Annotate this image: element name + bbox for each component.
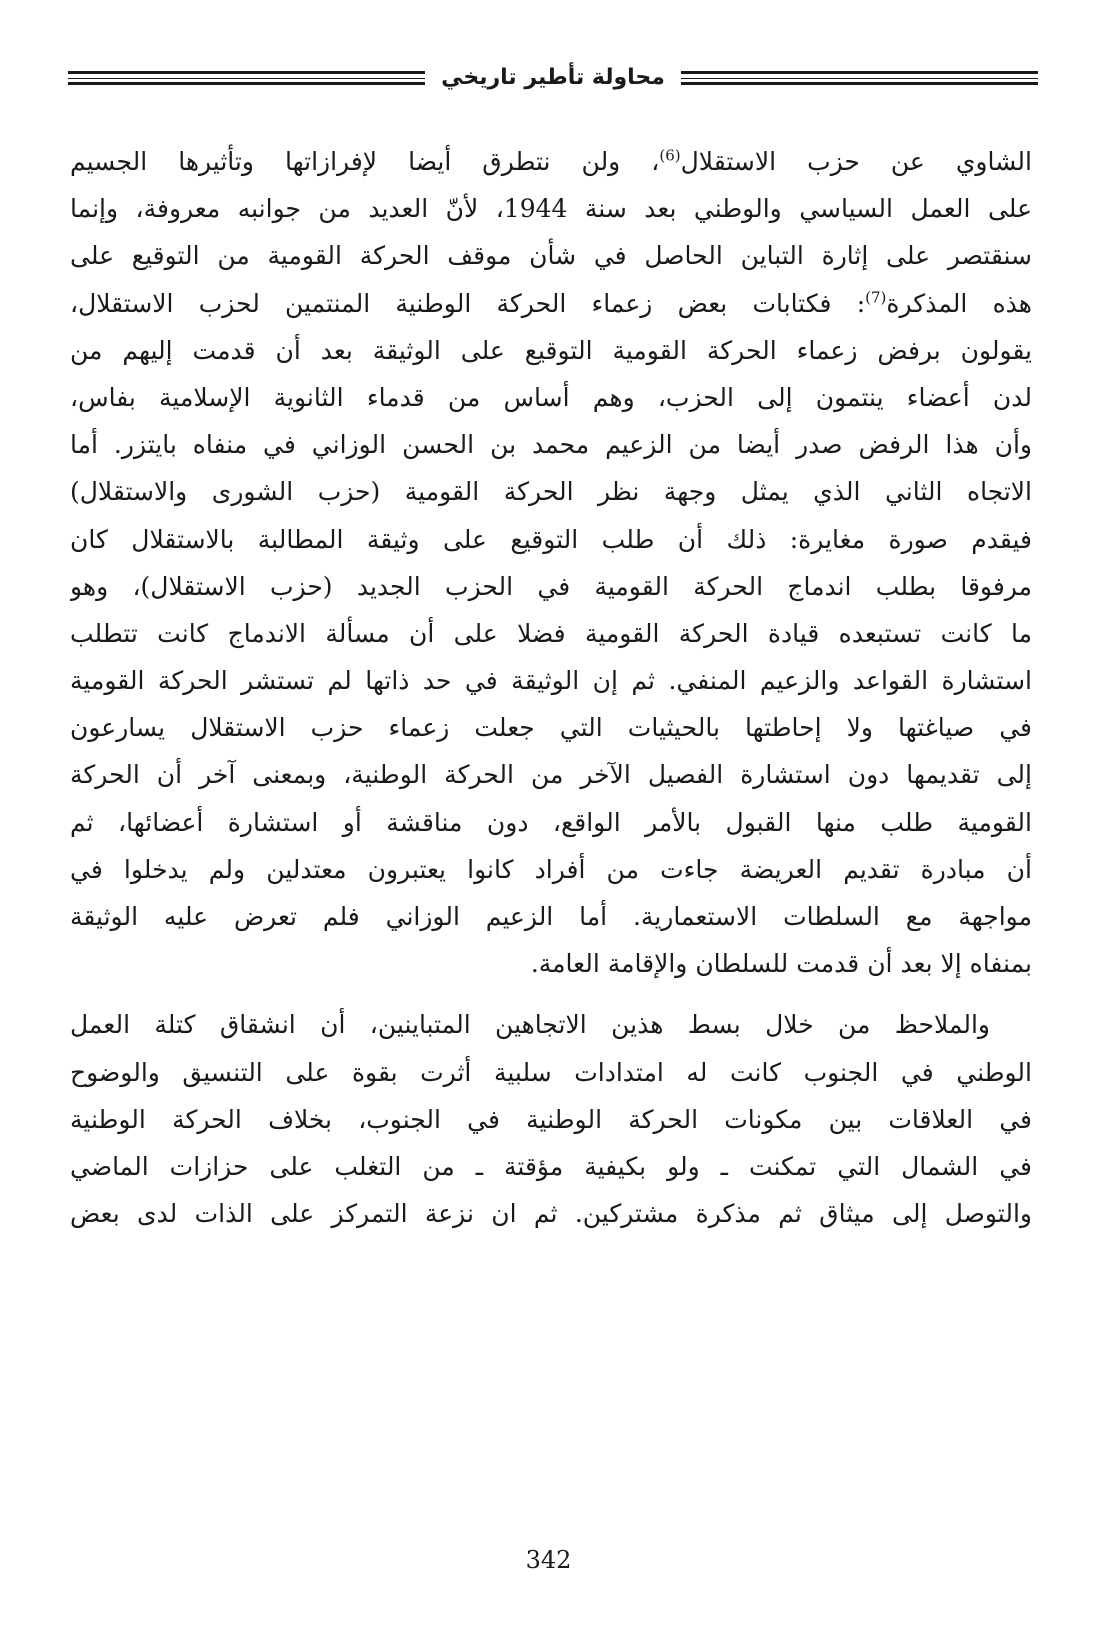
text-line: أن مبادرة تقديم العريضة جاءت من أفراد كانوا يعتبرون معتدلين ولم يدخلوا في	[70, 854, 1032, 884]
footnote-reference[interactable]: (6)	[659, 146, 681, 165]
text-line: الاتجاه الثاني الذي يمثل وجهة نظر الحركة القومية (حزب الشورى والاستقلال)	[70, 477, 1032, 507]
text-line: لدن أعضاء ينتمون إلى الحزب، وهم أساس من قدماء الثانوية الإسلامية بفاس،	[70, 382, 1032, 412]
text-line: الشاوي عن حزب الاستقلال$^{(6)}$، ولن نتطرق أيضا لإفرازاتها وتأثيرها الجسيم	[70, 146, 1032, 176]
text-line: مرفوقا بطلب اندماج الحركة القومية في الحزب الجديد (حزب الاستقلال)، وهو	[70, 571, 1032, 601]
body-text	[70, 138, 1032, 1237]
text-line: في صياغتها ولا إحاطتها بالحيثيات التي جعلت زعماء حزب الاستقلال يسارعون	[70, 713, 1032, 743]
text-line: مواجهة مع السلطات الاستعمارية. أما الزعيم الوزاني فلم تعرض عليه الوثيقة	[70, 902, 1032, 931]
text-line: بمنفاه إلا بعد أن قدمت للسلطان والإقامة العامة.	[530, 949, 1032, 979]
running-header-title: محاولة تأطير تاريخي	[441, 65, 665, 90]
text-line: على العمل السياسي والوطني بعد سنة 1944، لأنّ العديد من جوانبه معروفة، وإنما	[70, 194, 1032, 224]
text-line: فيقدم صورة مغايرة: ذلك أن طلب التوقيع على وثيقة المطالبة بالاستقلال كان	[70, 524, 1032, 554]
header-rule-left	[68, 71, 425, 85]
text-line: في العلاقات بين مكونات الحركة الوطنية في الجنوب، بخلاف الحركة الوطنية	[70, 1104, 1032, 1134]
text-line: ما كانت تستبعده قيادة الحركة القومية فضلا على أن مسألة الاندماج كانت تتطلب	[70, 618, 1032, 648]
text-line: والملاحظ من خلال بسط هذين الاتجاهين المتباينين، أن انشقاق كتلة العمل	[70, 1010, 990, 1040]
paragraph	[70, 1001, 1032, 1237]
text-line: والتوصل إلى ميثاق ثم مذكرة مشتركين. ثم ان نزعة التمركز على الذات لدى بعض	[70, 1199, 1032, 1229]
text-line: استشارة القواعد والزعيم المنفي. ثم إن الوثيقة في حد ذاتها لم تستشر الحركة القومية	[70, 666, 1032, 696]
text-line: سنقتصر على إثارة التباين الحاصل في شأن موقف الحركة القومية من التوقيع على	[70, 241, 1032, 271]
text-line: القومية طلب منها القبول بالأمر الواقع، دون مناقشة أو استشارة أعضائها، ثم	[70, 807, 1032, 837]
text-line: هذه المذكرة$^{(7)}$: فكتابات بعض زعماء الحركة الوطنية المنتمين لحزب الاستقلال،	[70, 288, 1032, 318]
paragraph	[70, 138, 1032, 987]
text-line: الوطني في الجنوب كانت له امتدادات سلبية أثرت بقوة على التنسيق والوضوح	[70, 1057, 1032, 1087]
running-header	[68, 58, 1038, 98]
footnote-reference[interactable]: (7)	[865, 288, 887, 307]
text-line: في الشمال التي تمكنت ـ ولو بكيفية مؤقتة ـ من التغلب على حزازات الماضي	[70, 1151, 1032, 1181]
text-line: إلى تقديمها دون استشارة الفصيل الآخر من الحركة الوطنية، وبمعنى آخر أن الحركة	[70, 760, 1032, 790]
text-line: وأن هذا الرفض صدر أيضا من الزعيم محمد بن الحسن الوزاني في منفاه بايتزر. أما	[70, 430, 1032, 460]
text-line: يقولون برفض زعماء الحركة القومية التوقيع على الوثيقة بعد أن قدمت إليهم من	[70, 335, 1032, 365]
header-rule-right	[681, 71, 1038, 85]
page-number: 342	[525, 1546, 572, 1574]
